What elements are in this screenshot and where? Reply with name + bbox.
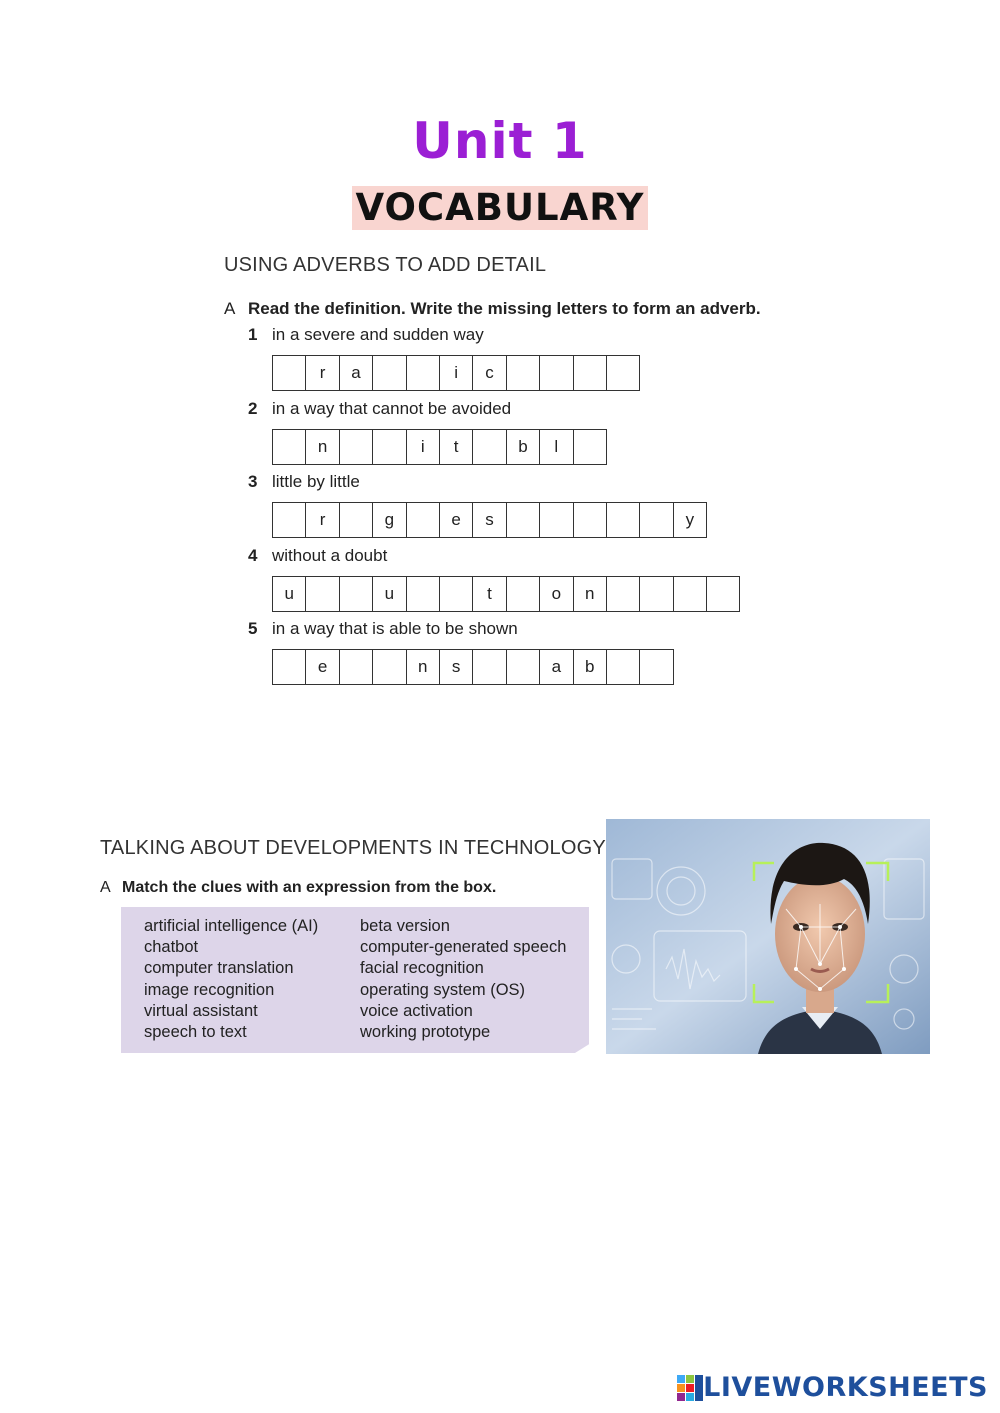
item-definition: in a way that is able to be shown (272, 619, 518, 638)
letter-cell: s (440, 650, 473, 684)
letter-cell: b (574, 650, 607, 684)
item-number: 1 (248, 325, 258, 344)
expression-column-left (144, 916, 318, 1043)
letter-cell: o (540, 577, 573, 611)
expression-item: beta version (360, 917, 450, 935)
letter-input-cell[interactable] (340, 430, 373, 464)
letter-input-cell[interactable] (507, 577, 540, 611)
expression-item: working prototype (360, 1023, 491, 1042)
letter-input-cell[interactable] (407, 577, 440, 611)
letter-input-cell[interactable] (407, 503, 440, 537)
letter-cell: i (407, 430, 440, 464)
letter-cell: e (440, 503, 473, 537)
expression-item: computer translation (144, 959, 294, 978)
expression-column-right (360, 916, 566, 1043)
letter-cell: b (507, 430, 540, 464)
expression-item: speech to text (144, 1023, 247, 1042)
letter-input-cell[interactable] (340, 650, 373, 684)
letter-input-cell[interactable] (574, 430, 607, 464)
exercise-letter: A (100, 879, 111, 896)
letter-grid (272, 355, 640, 391)
letter-input-cell[interactable] (574, 356, 607, 390)
item-number: 2 (248, 399, 258, 418)
letter-input-cell[interactable] (607, 577, 640, 611)
expression-item: operating system (OS) (360, 980, 526, 999)
letter-cell: y (674, 503, 707, 537)
letter-input-cell[interactable] (540, 503, 573, 537)
vocabulary-title: VOCABULARY (352, 186, 649, 230)
letter-input-cell[interactable] (707, 577, 740, 611)
item-definition: little by little (272, 472, 360, 491)
expression-item: voice activation (360, 1001, 473, 1020)
expression-item: virtual assistant (144, 1001, 258, 1020)
unit-title: Unit 1 (412, 112, 588, 170)
letter-grid (272, 502, 707, 538)
letter-cell: g (373, 503, 406, 537)
letter-cell: e (306, 650, 339, 684)
letter-grid (272, 649, 674, 685)
letter-input-cell[interactable] (607, 650, 640, 684)
letter-cell: a (340, 356, 373, 390)
letter-grid (272, 576, 740, 612)
exercise-instruction-technology (100, 879, 496, 897)
expression-item: facial recognition (360, 959, 484, 978)
letter-cell: t (473, 577, 506, 611)
letter-input-cell[interactable] (640, 577, 673, 611)
expression-item: artificial intelligence (AI) (144, 917, 319, 935)
letter-cell: n (407, 650, 440, 684)
letter-input-cell[interactable] (607, 503, 640, 537)
facial-recognition-photo (606, 819, 930, 1054)
letter-cell: t (440, 430, 473, 464)
letter-cell: c (473, 356, 506, 390)
instruction-text: Read the definition. Write the missing letters to form an adverb. (248, 299, 761, 318)
letter-input-cell[interactable] (640, 503, 673, 537)
letter-input-cell[interactable] (473, 650, 506, 684)
letter-cell: u (273, 577, 306, 611)
item-definition: in a way that cannot be avoided (272, 399, 512, 418)
vocabulary-title-wrapper (0, 186, 1000, 230)
letter-input-cell[interactable] (473, 430, 506, 464)
item-number: 3 (248, 472, 258, 491)
expression-item: image recognition (144, 980, 275, 999)
letter-cell: n (574, 577, 607, 611)
letter-cell: l (540, 430, 573, 464)
liveworksheets-logo-icon (677, 1375, 703, 1401)
letter-input-cell[interactable] (507, 356, 540, 390)
letter-input-cell[interactable] (273, 650, 306, 684)
letter-input-cell[interactable] (273, 503, 306, 537)
section-heading-adverbs: USING ADVERBS TO ADD DETAIL (224, 254, 547, 276)
item-number: 4 (248, 546, 258, 565)
letter-input-cell[interactable] (574, 503, 607, 537)
item-number: 5 (248, 619, 258, 638)
liveworksheets-logo (677, 1372, 988, 1403)
instruction-text: Match the clues with an expression from the box. (122, 879, 497, 896)
letter-cell: r (306, 503, 339, 537)
expression-item: chatbot (144, 938, 199, 957)
letter-cell: s (473, 503, 506, 537)
exercise-instruction-adverbs (224, 299, 761, 319)
item-definition: in a severe and sudden way (272, 325, 484, 344)
letter-input-cell[interactable] (507, 503, 540, 537)
letter-cell: u (373, 577, 406, 611)
letter-input-cell[interactable] (306, 577, 339, 611)
item-definition: without a doubt (272, 546, 388, 565)
letter-input-cell[interactable] (607, 356, 640, 390)
letter-cell: a (540, 650, 573, 684)
letter-input-cell[interactable] (407, 356, 440, 390)
letter-grid (272, 429, 607, 465)
letter-input-cell[interactable] (440, 577, 473, 611)
letter-input-cell[interactable] (340, 577, 373, 611)
letter-input-cell[interactable] (273, 356, 306, 390)
letter-cell: i (440, 356, 473, 390)
letter-input-cell[interactable] (273, 430, 306, 464)
letter-input-cell[interactable] (540, 356, 573, 390)
letter-input-cell[interactable] (373, 650, 406, 684)
exercise-letter: A (224, 299, 236, 318)
letter-input-cell[interactable] (373, 430, 406, 464)
letter-input-cell[interactable] (373, 356, 406, 390)
section-heading-technology: TALKING ABOUT DEVELOPMENTS IN TECHNOLOGY (100, 837, 606, 859)
expression-item: computer-generated speech (360, 938, 567, 957)
letter-input-cell[interactable] (640, 650, 673, 684)
letter-cell: n (306, 430, 339, 464)
letter-cell: r (306, 356, 339, 390)
liveworksheets-logo-text: LIVEWORKSHEETS (703, 1372, 988, 1403)
letter-input-cell[interactable] (340, 503, 373, 537)
letter-input-cell[interactable] (507, 650, 540, 684)
letter-input-cell[interactable] (674, 577, 707, 611)
